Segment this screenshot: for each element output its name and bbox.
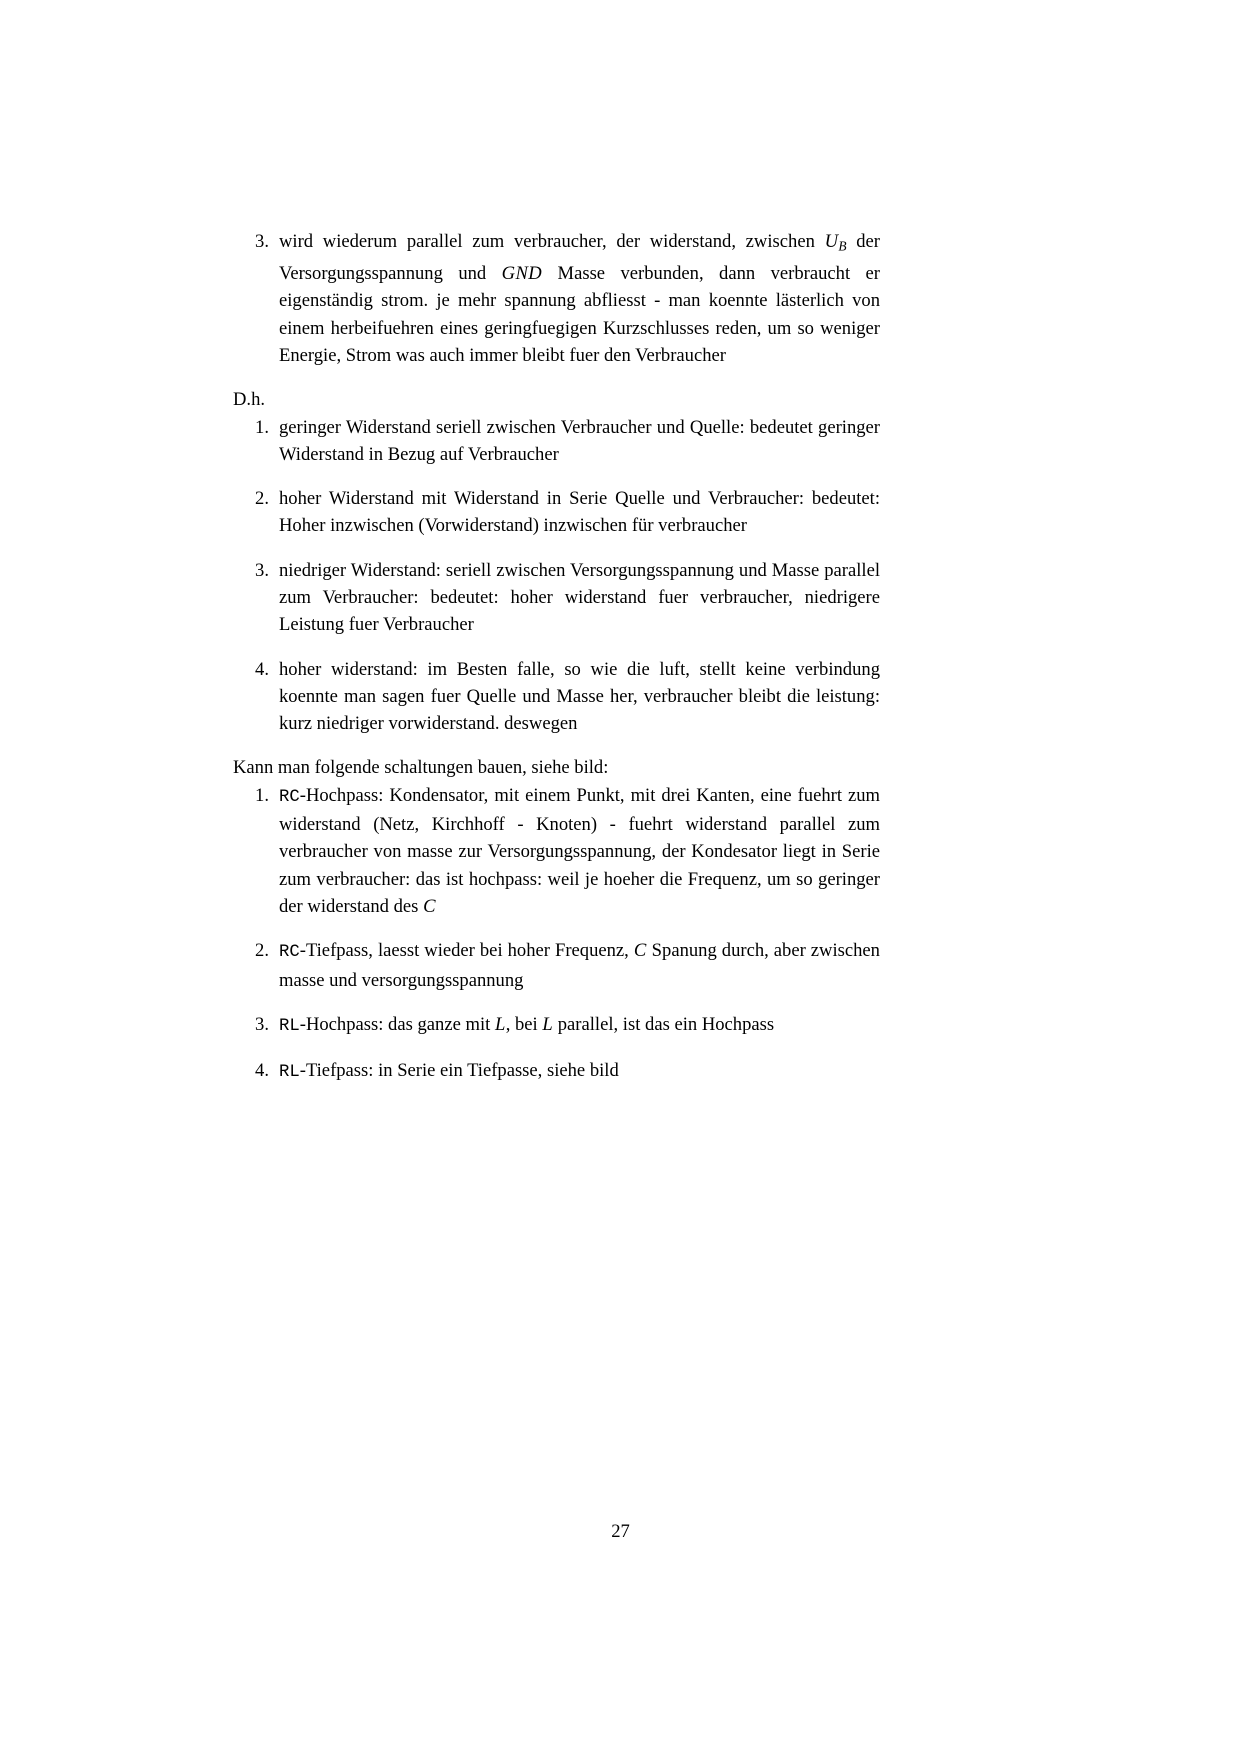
page-text-body [233,228,880,1086]
math-subscript: B [838,238,847,254]
list-item [233,656,880,738]
list-marker: 4. [255,1060,269,1082]
circuits-list [233,782,880,1087]
list-item-text [279,231,880,366]
list-item [233,485,880,540]
meaning-list [233,414,880,738]
list-item [233,937,880,994]
list-marker: 4. [255,658,269,680]
math-symbol-l: L [494,1013,506,1035]
list-item [233,1057,880,1086]
list-marker: 1. [255,784,269,806]
list-item-text [279,1060,619,1081]
text-run: der Versorgungsspannung und [279,231,880,285]
code-label-rl: RL [279,1063,300,1083]
math-symbol-l: L [542,1013,554,1035]
continued-list [233,228,880,369]
list-marker: 2. [255,940,269,962]
text-run: wird wiederum parallel zum verbraucher, der widerstand, zwischen [279,231,825,252]
list-item [233,782,880,920]
list-item [233,414,880,469]
math-symbol-c: C [633,940,647,962]
text-run: parallel, ist das ein Hochpass [553,1013,775,1035]
paragraph-schaltungen: Kann man folgende schaltungen bauen, siehe bild: [233,757,609,779]
list-item-text [279,940,880,990]
text-run: Masse verbunden, dann verbraucht er eigenständig strom. je mehr spannung abfliesst - man koennte lästerlich von einem herbeifuehren eines geringfuegigen Kurzschlusses reden, um so weniger Energie, Strom was auch immer bleibt fuer den Verbraucher [279,263,880,366]
text-run: -Tiefpass, laesst wieder bei hoher Frequenz, [299,940,634,962]
list-item [233,1011,880,1040]
list-item-text: hoher Widerstand mit Widerstand in Serie Quelle und Verbraucher: bedeutet: Hoher inzwischen (Vorwiderstand) inzwischen für verbraucher [279,488,880,537]
list-item-text: geringer Widerstand seriell zwischen Verbraucher und Quelle: bedeutet geringer Widerstand in Bezug auf Verbraucher [279,416,880,465]
list-item-text: niedriger Widerstand: seriell zwischen Versorgungsspannung und Masse parallel zum Verbraucher: bedeutet: hoher widerstand fuer verbraucher, niedrigere Leistung fuer Verbraucher [279,559,880,636]
list-item-text [279,1014,774,1035]
list-marker: 3. [255,231,269,252]
text-run: -Hochpass: das ganze mit [299,1013,495,1035]
list-item-text [279,785,880,917]
list-item-text: hoher widerstand: im Besten falle, so wie die luft, stellt keine verbindung koennte man sagen fuer Quelle und Masse her, verbraucher bleibt die leistung: kurz niedriger vorwiderstand. deswegen [279,658,880,735]
text-run: -Hochpass: Kondensator, mit einem Punkt, mit drei Kanten, eine fuehrt zum widerstand (Netz, Kirchhoff - Knoten) - fuehrt widerstand parallel zum verbraucher von masse zur Versorgungsspannung, der Kondesator liegt in Serie zum verbraucher: das ist hochpass: weil je hoeher die Frequenz, um so geringer der widerstand des [279,784,880,917]
text-run: , bei [505,1013,543,1035]
page-number: 27 [611,1521,630,1542]
text-run: Spanung durch, aber zwischen masse und versorgungsspannung [279,940,880,991]
text-run: -Tiefpass: in Serie ein Tiefpasse, siehe bild [299,1060,619,1082]
math-symbol-gnd: GND [501,263,543,285]
code-label-rl: RL [279,1016,300,1036]
list-marker: 3. [255,559,269,581]
math-symbol-c: C [423,895,436,917]
list-marker: 2. [255,488,269,510]
list-item [233,557,880,639]
list-item [233,228,880,369]
code-label-rc: RC [279,787,300,807]
code-label-rc: RC [279,943,300,963]
list-marker: 3. [255,1013,269,1035]
list-marker: 1. [255,416,269,438]
paragraph-dh: D.h. [233,389,266,411]
math-symbol-ub: $U_B$ [824,231,847,254]
